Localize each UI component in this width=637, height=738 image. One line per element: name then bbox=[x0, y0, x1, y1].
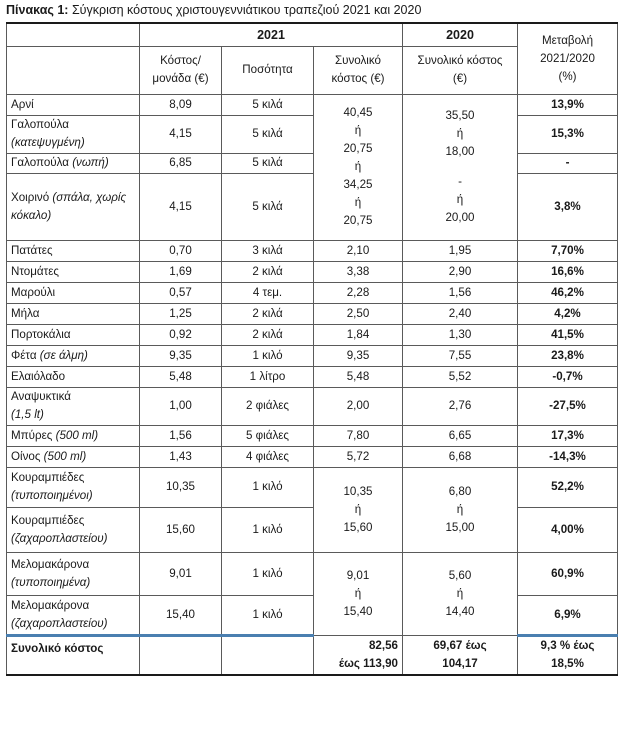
total-2021: 1,84 bbox=[314, 324, 403, 345]
item-name: Πορτοκάλια bbox=[7, 324, 140, 345]
quantity: 4 φιάλες bbox=[222, 446, 314, 467]
total-change: 9,3 % έως 18,5% bbox=[518, 635, 618, 675]
change-value: -0,7% bbox=[518, 366, 618, 387]
total-2021: 2,00 bbox=[314, 387, 403, 425]
caption-text: Σύγκριση κόστους χριστουγεννιάτικου τραπεζιού 2021 και 2020 bbox=[68, 3, 422, 17]
change-value: 6,9% bbox=[518, 595, 618, 635]
item-name: Χοιρινό (σπάλα, χωρίς κόκαλο) bbox=[7, 173, 140, 240]
change-value: 46,2% bbox=[518, 282, 618, 303]
table-row bbox=[7, 94, 618, 115]
total-2021: 2,28 bbox=[314, 282, 403, 303]
unit-cost: 0,57 bbox=[140, 282, 222, 303]
table-row bbox=[7, 366, 618, 387]
caption-label: Πίνακας 1: bbox=[6, 3, 69, 17]
item-name: Πατάτες bbox=[7, 240, 140, 261]
item-name: Αρνί bbox=[7, 94, 140, 115]
kourabiedes-total-2020: 6,80 ή 15,00 bbox=[403, 467, 518, 552]
melomakarona-total-2020: 5,60 ή 14,40 bbox=[403, 552, 518, 635]
total-label: Συνολικό κόστος bbox=[7, 635, 140, 675]
item-name: Μαρούλι bbox=[7, 282, 140, 303]
quantity: 3 κιλά bbox=[222, 240, 314, 261]
change-value: 41,5% bbox=[518, 324, 618, 345]
unit-cost: 15,40 bbox=[140, 595, 222, 635]
item-name: Μπύρες (500 ml) bbox=[7, 425, 140, 446]
quantity: 1 κιλό bbox=[222, 507, 314, 552]
quantity: 5 κιλά bbox=[222, 153, 314, 173]
unit-cost: 9,35 bbox=[140, 345, 222, 366]
table-row bbox=[7, 425, 618, 446]
unit-cost: 4,15 bbox=[140, 173, 222, 240]
unit-cost: 6,85 bbox=[140, 153, 222, 173]
quantity: 5 κιλά bbox=[222, 94, 314, 115]
item-name: Κουραμπιέδες (ζαχαροπλαστείου) bbox=[7, 507, 140, 552]
change-value: 15,3% bbox=[518, 115, 618, 153]
table-row bbox=[7, 240, 618, 261]
change-value: - bbox=[518, 153, 618, 173]
total-2021: 82,56 έως 113,90 bbox=[314, 635, 403, 675]
total-empty-cell bbox=[222, 635, 314, 675]
total-2020: 2,76 bbox=[403, 387, 518, 425]
header-total-2021: Συνολικό κόστος (€) bbox=[314, 46, 403, 94]
quantity: 5 κιλά bbox=[222, 173, 314, 240]
table-row bbox=[7, 153, 618, 173]
header-2021: 2021 bbox=[140, 23, 403, 46]
change-value: 3,8% bbox=[518, 173, 618, 240]
header-empty-cell bbox=[7, 23, 140, 46]
item-name: Γαλοπούλα (κατεψυγμένη) bbox=[7, 115, 140, 153]
total-2020: 6,68 bbox=[403, 446, 518, 467]
table-caption bbox=[6, 3, 421, 17]
unit-cost: 1,25 bbox=[140, 303, 222, 324]
total-2020: 2,40 bbox=[403, 303, 518, 324]
quantity: 1 κιλό bbox=[222, 345, 314, 366]
table-row bbox=[7, 173, 618, 240]
unit-cost: 8,09 bbox=[140, 94, 222, 115]
header-quantity: Ποσότητα bbox=[222, 46, 314, 94]
item-name: Ντομάτες bbox=[7, 261, 140, 282]
unit-cost: 15,60 bbox=[140, 507, 222, 552]
table-row bbox=[7, 595, 618, 635]
unit-cost: 0,70 bbox=[140, 240, 222, 261]
unit-cost: 1,69 bbox=[140, 261, 222, 282]
total-2020: 1,95 bbox=[403, 240, 518, 261]
change-value: -27,5% bbox=[518, 387, 618, 425]
total-2021: 9,35 bbox=[314, 345, 403, 366]
change-value: 23,8% bbox=[518, 345, 618, 366]
total-2020: 1,56 bbox=[403, 282, 518, 303]
total-empty-cell bbox=[140, 635, 222, 675]
table-row bbox=[7, 507, 618, 552]
item-name: Αναψυκτικά (1,5 lt) bbox=[7, 387, 140, 425]
meat-total-2020: 35,50 ή 18,00 - ή 20,00 bbox=[403, 94, 518, 240]
change-value: 7,70% bbox=[518, 240, 618, 261]
total-2021: 2,50 bbox=[314, 303, 403, 324]
change-value: 16,6% bbox=[518, 261, 618, 282]
total-2021: 2,10 bbox=[314, 240, 403, 261]
item-name: Μήλα bbox=[7, 303, 140, 324]
unit-cost: 1,56 bbox=[140, 425, 222, 446]
kourabiedes-total-2021: 10,35 ή 15,60 bbox=[314, 467, 403, 552]
table-row bbox=[7, 446, 618, 467]
table-row bbox=[7, 345, 618, 366]
quantity: 1 λίτρο bbox=[222, 366, 314, 387]
item-name: Γαλοπούλα (νωπή) bbox=[7, 153, 140, 173]
header-2020: 2020 bbox=[403, 23, 518, 46]
item-name: Μελομακάρονα (τυποποιημένα) bbox=[7, 552, 140, 595]
change-value: 4,2% bbox=[518, 303, 618, 324]
total-2020: 2,90 bbox=[403, 261, 518, 282]
header-total-2020: Συνολικό κόστος (€) bbox=[403, 46, 518, 94]
item-name: Οίνος (500 ml) bbox=[7, 446, 140, 467]
item-name: Μελομακάρονα (ζαχαροπλαστείου) bbox=[7, 595, 140, 635]
quantity: 1 κιλό bbox=[222, 595, 314, 635]
header-years-row bbox=[7, 23, 618, 46]
table-row bbox=[7, 387, 618, 425]
header-unit-cost: Κόστος/ μονάδα (€) bbox=[140, 46, 222, 94]
table-row bbox=[7, 115, 618, 153]
total-2020: 69,67 έως 104,17 bbox=[403, 635, 518, 675]
table-row bbox=[7, 303, 618, 324]
quantity: 2 κιλά bbox=[222, 261, 314, 282]
unit-cost: 4,15 bbox=[140, 115, 222, 153]
unit-cost: 0,92 bbox=[140, 324, 222, 345]
unit-cost: 10,35 bbox=[140, 467, 222, 507]
total-row bbox=[7, 635, 618, 675]
change-value: 13,9% bbox=[518, 94, 618, 115]
unit-cost: 9,01 bbox=[140, 552, 222, 595]
quantity: 2 κιλά bbox=[222, 324, 314, 345]
total-2021: 5,72 bbox=[314, 446, 403, 467]
quantity: 1 κιλό bbox=[222, 467, 314, 507]
table-row bbox=[7, 261, 618, 282]
unit-cost: 5,48 bbox=[140, 366, 222, 387]
header-item-cell bbox=[7, 46, 140, 94]
table-row bbox=[7, 552, 618, 595]
change-value: -14,3% bbox=[518, 446, 618, 467]
total-2020: 5,52 bbox=[403, 366, 518, 387]
quantity: 1 κιλό bbox=[222, 552, 314, 595]
total-2020: 7,55 bbox=[403, 345, 518, 366]
unit-cost: 1,43 bbox=[140, 446, 222, 467]
quantity: 5 φιάλες bbox=[222, 425, 314, 446]
change-value: 17,3% bbox=[518, 425, 618, 446]
quantity: 2 κιλά bbox=[222, 303, 314, 324]
change-value: 4,00% bbox=[518, 507, 618, 552]
total-2021: 5,48 bbox=[314, 366, 403, 387]
quantity: 2 φιάλες bbox=[222, 387, 314, 425]
unit-cost: 1,00 bbox=[140, 387, 222, 425]
table-row bbox=[7, 467, 618, 507]
quantity: 5 κιλά bbox=[222, 115, 314, 153]
total-2020: 1,30 bbox=[403, 324, 518, 345]
header-change: Μεταβολή 2021/2020 (%) bbox=[518, 23, 618, 94]
total-2020: 6,65 bbox=[403, 425, 518, 446]
item-name: Φέτα (σε άλμη) bbox=[7, 345, 140, 366]
item-name: Κουραμπιέδες (τυποποιημένοι) bbox=[7, 467, 140, 507]
meat-total-2021: 40,45 ή 20,75 ή 34,25 ή 20,75 bbox=[314, 94, 403, 240]
total-2021: 7,80 bbox=[314, 425, 403, 446]
table-row bbox=[7, 282, 618, 303]
melomakarona-total-2021: 9,01 ή 15,40 bbox=[314, 552, 403, 635]
cost-comparison-table bbox=[6, 22, 618, 676]
quantity: 4 τεμ. bbox=[222, 282, 314, 303]
item-name: Ελαιόλαδο bbox=[7, 366, 140, 387]
change-value: 60,9% bbox=[518, 552, 618, 595]
total-2021: 3,38 bbox=[314, 261, 403, 282]
table-row bbox=[7, 324, 618, 345]
change-value: 52,2% bbox=[518, 467, 618, 507]
